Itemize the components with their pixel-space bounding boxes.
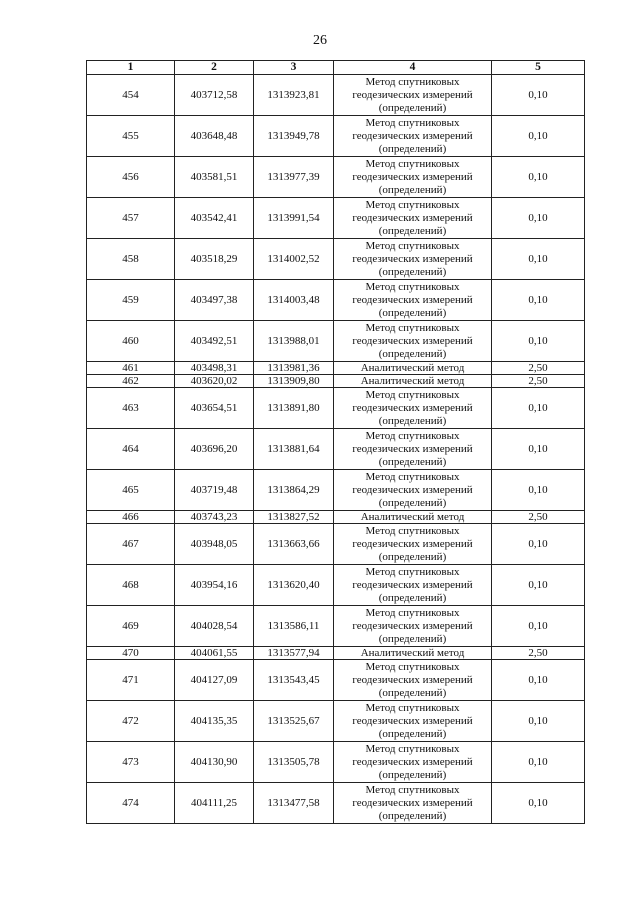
cell-method: Метод спутниковых геодезических измерений (определений) <box>334 116 492 157</box>
cell-coordinate-y: 1313923,81 <box>254 75 334 116</box>
cell-method: Аналитический метод <box>334 511 492 524</box>
cell-accuracy: 0,10 <box>492 280 585 321</box>
cell-coordinate-x: 403518,29 <box>175 239 254 280</box>
cell-coordinate-x: 404130,90 <box>175 742 254 783</box>
cell-point-number: 458 <box>87 239 175 280</box>
cell-coordinate-y: 1313909,80 <box>254 375 334 388</box>
header-col-3: 3 <box>254 61 334 75</box>
table-row <box>87 701 585 742</box>
cell-point-number: 466 <box>87 511 175 524</box>
cell-point-number: 472 <box>87 701 175 742</box>
cell-method: Метод спутниковых геодезических измерений (определений) <box>334 742 492 783</box>
table-row <box>87 565 585 606</box>
cell-point-number: 471 <box>87 660 175 701</box>
table-row <box>87 321 585 362</box>
cell-coordinate-y: 1313525,67 <box>254 701 334 742</box>
cell-point-number: 459 <box>87 280 175 321</box>
cell-coordinate-y: 1313827,52 <box>254 511 334 524</box>
cell-accuracy: 0,10 <box>492 198 585 239</box>
cell-coordinate-y: 1314002,52 <box>254 239 334 280</box>
cell-coordinate-x: 404061,55 <box>175 647 254 660</box>
header-col-2: 2 <box>175 61 254 75</box>
cell-coordinate-x: 403498,31 <box>175 362 254 375</box>
cell-coordinate-y: 1314003,48 <box>254 280 334 321</box>
table-row <box>87 524 585 565</box>
cell-accuracy: 0,10 <box>492 75 585 116</box>
cell-coordinate-x: 403581,51 <box>175 157 254 198</box>
cell-coordinate-y: 1313505,78 <box>254 742 334 783</box>
table-row <box>87 280 585 321</box>
cell-method: Метод спутниковых геодезических измерений (определений) <box>334 157 492 198</box>
cell-accuracy: 0,10 <box>492 429 585 470</box>
cell-coordinate-x: 403620,02 <box>175 375 254 388</box>
cell-coordinate-y: 1313543,45 <box>254 660 334 701</box>
header-col-4: 4 <box>334 61 492 75</box>
table-row <box>87 75 585 116</box>
cell-point-number: 469 <box>87 606 175 647</box>
table-row <box>87 783 585 824</box>
cell-coordinate-y: 1313977,39 <box>254 157 334 198</box>
coordinates-table <box>86 60 585 824</box>
cell-accuracy: 0,10 <box>492 116 585 157</box>
cell-accuracy: 0,10 <box>492 701 585 742</box>
table-row <box>87 742 585 783</box>
cell-coordinate-y: 1313586,11 <box>254 606 334 647</box>
cell-point-number: 454 <box>87 75 175 116</box>
cell-method: Метод спутниковых геодезических измерений (определений) <box>334 280 492 321</box>
cell-method: Метод спутниковых геодезических измерений (определений) <box>334 75 492 116</box>
cell-method: Метод спутниковых геодезических измерений (определений) <box>334 660 492 701</box>
cell-coordinate-y: 1313577,94 <box>254 647 334 660</box>
header-col-5: 5 <box>492 61 585 75</box>
cell-coordinate-x: 403712,58 <box>175 75 254 116</box>
cell-method: Метод спутниковых геодезических измерений (определений) <box>334 239 492 280</box>
cell-point-number: 457 <box>87 198 175 239</box>
cell-accuracy: 0,10 <box>492 524 585 565</box>
cell-method: Метод спутниковых геодезических измерений (определений) <box>334 429 492 470</box>
cell-coordinate-y: 1313864,29 <box>254 470 334 511</box>
cell-coordinate-x: 403743,23 <box>175 511 254 524</box>
cell-coordinate-x: 404135,35 <box>175 701 254 742</box>
cell-coordinate-y: 1313663,66 <box>254 524 334 565</box>
cell-method: Метод спутниковых геодезических измерений (определений) <box>334 321 492 362</box>
cell-coordinate-x: 403948,05 <box>175 524 254 565</box>
cell-coordinate-x: 403492,51 <box>175 321 254 362</box>
cell-coordinate-x: 404111,25 <box>175 783 254 824</box>
cell-method: Метод спутниковых геодезических измерений (определений) <box>334 606 492 647</box>
cell-accuracy: 0,10 <box>492 157 585 198</box>
cell-method: Аналитический метод <box>334 362 492 375</box>
cell-accuracy: 2,50 <box>492 375 585 388</box>
cell-point-number: 462 <box>87 375 175 388</box>
cell-accuracy: 0,10 <box>492 470 585 511</box>
table-row <box>87 660 585 701</box>
cell-point-number: 473 <box>87 742 175 783</box>
cell-point-number: 470 <box>87 647 175 660</box>
cell-point-number: 467 <box>87 524 175 565</box>
table-row <box>87 470 585 511</box>
cell-coordinate-y: 1313477,58 <box>254 783 334 824</box>
table-row <box>87 198 585 239</box>
cell-method: Метод спутниковых геодезических измерений (определений) <box>334 470 492 511</box>
table-row <box>87 647 585 660</box>
table-row <box>87 239 585 280</box>
cell-point-number: 456 <box>87 157 175 198</box>
table-row <box>87 375 585 388</box>
cell-coordinate-y: 1313881,64 <box>254 429 334 470</box>
cell-method: Метод спутниковых геодезических измерений (определений) <box>334 565 492 606</box>
header-col-1: 1 <box>87 61 175 75</box>
cell-method: Метод спутниковых геодезических измерений (определений) <box>334 388 492 429</box>
table-row <box>87 362 585 375</box>
cell-point-number: 468 <box>87 565 175 606</box>
cell-coordinate-x: 403648,48 <box>175 116 254 157</box>
cell-point-number: 474 <box>87 783 175 824</box>
cell-coordinate-x: 403497,38 <box>175 280 254 321</box>
table-row <box>87 157 585 198</box>
cell-coordinate-y: 1313981,36 <box>254 362 334 375</box>
cell-point-number: 460 <box>87 321 175 362</box>
cell-accuracy: 2,50 <box>492 647 585 660</box>
cell-coordinate-x: 403654,51 <box>175 388 254 429</box>
table-header-row <box>87 61 585 75</box>
cell-coordinate-y: 1313991,54 <box>254 198 334 239</box>
cell-coordinate-x: 404127,09 <box>175 660 254 701</box>
cell-accuracy: 0,10 <box>492 321 585 362</box>
table-row <box>87 429 585 470</box>
table-row <box>87 116 585 157</box>
cell-accuracy: 0,10 <box>492 565 585 606</box>
cell-accuracy: 0,10 <box>492 606 585 647</box>
cell-point-number: 465 <box>87 470 175 511</box>
cell-accuracy: 0,10 <box>492 388 585 429</box>
cell-coordinate-x: 403696,20 <box>175 429 254 470</box>
cell-method: Аналитический метод <box>334 375 492 388</box>
cell-coordinate-x: 403719,48 <box>175 470 254 511</box>
page-number: 26 <box>313 33 327 48</box>
cell-point-number: 463 <box>87 388 175 429</box>
cell-method: Метод спутниковых геодезических измерений (определений) <box>334 198 492 239</box>
cell-point-number: 464 <box>87 429 175 470</box>
cell-point-number: 455 <box>87 116 175 157</box>
table-row <box>87 606 585 647</box>
table-body <box>87 75 585 824</box>
cell-accuracy: 2,50 <box>492 362 585 375</box>
cell-coordinate-x: 403954,16 <box>175 565 254 606</box>
cell-accuracy: 0,10 <box>492 783 585 824</box>
cell-coordinate-x: 403542,41 <box>175 198 254 239</box>
cell-accuracy: 0,10 <box>492 742 585 783</box>
cell-accuracy: 2,50 <box>492 511 585 524</box>
cell-method: Метод спутниковых геодезических измерений (определений) <box>334 701 492 742</box>
cell-coordinate-x: 404028,54 <box>175 606 254 647</box>
cell-point-number: 461 <box>87 362 175 375</box>
cell-method: Метод спутниковых геодезических измерений (определений) <box>334 524 492 565</box>
cell-accuracy: 0,10 <box>492 660 585 701</box>
table-row <box>87 511 585 524</box>
table-row <box>87 388 585 429</box>
cell-method: Аналитический метод <box>334 647 492 660</box>
cell-coordinate-y: 1313949,78 <box>254 116 334 157</box>
cell-coordinate-y: 1313620,40 <box>254 565 334 606</box>
cell-accuracy: 0,10 <box>492 239 585 280</box>
cell-coordinate-y: 1313891,80 <box>254 388 334 429</box>
cell-method: Метод спутниковых геодезических измерений (определений) <box>334 783 492 824</box>
cell-coordinate-y: 1313988,01 <box>254 321 334 362</box>
